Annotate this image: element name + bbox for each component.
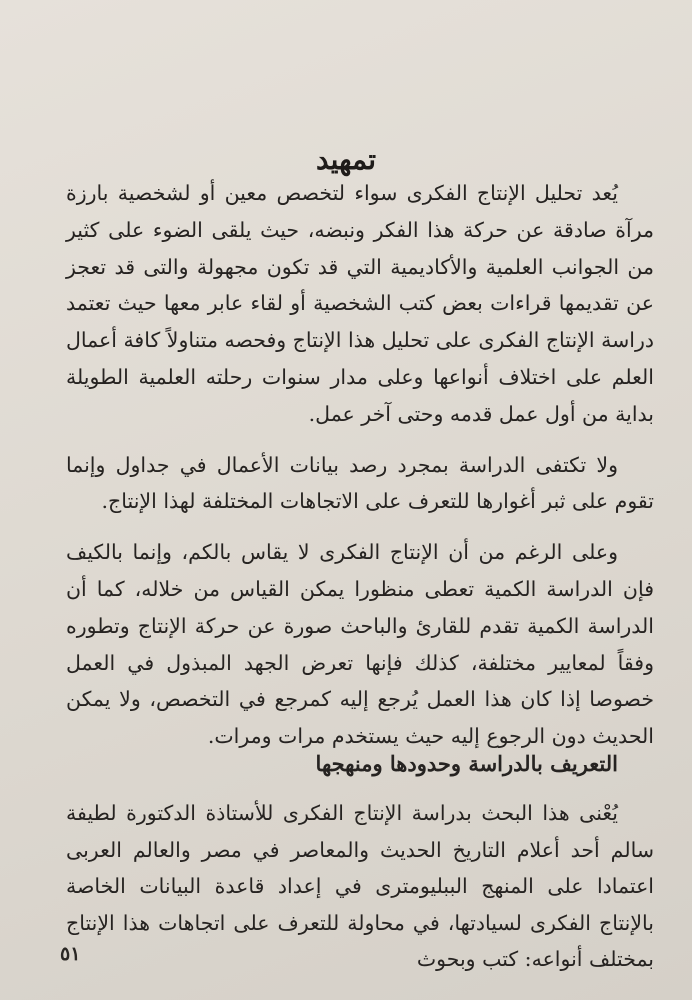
paragraph-1: يُعد تحليل الإنتاج الفكرى سواء لتخصص معين أو لشخصية بارزة مرآة صادقة عن حركة هذا الفكر ونبضه، حيث يلقى الضوء على كثير من الجوانب العلمية والأكاديمية التي قد تكون مجهولة والتى قد تعجز عن تقديمها قراءات بعض كتب الشخصية أو لقاء عابر معها حيث تعتمد دراسة الإنتاج الفكرى على تحليل هذا الإنتاج وفحصه متناولاً كافة أعمال العلم على اختلاف أنواعها وعلى مدار سنوات رحلته العلمية الطويلة بداية من أول عمل قدمه وحتى آخر عمل. xyxy=(66,181,654,426)
intro-text xyxy=(66,175,654,755)
paragraph-3: وعلى الرغم من أن الإنتاج الفكرى لا يقاس بالكم، وإنما بالكيف فإن الدراسة الكمية تعطى منظورا يمكن القياس من خلاله، كما أن الدراسة الكمية تقدم للقارئ والباحث صورة عن حركة الإنتاج وتطوره وفقاً لمعايير مختلفة، كذلك فإنها تعرض الجهد المبذول في العمل خصوصا إذا كان هذا العمل يُرجع إليه كمرجع في التخصص، ولا يمكن الحديث دون الرجوع إليه حيث يستخدم مرات ومرات. xyxy=(66,540,654,749)
section-text xyxy=(66,795,654,978)
section-paragraph: يُعْنى هذا البحث بدراسة الإنتاج الفكرى للأستاذة الدكتورة لطيفة سالم أحد أعلام التاريخ الحديث والمعاصر في مصر والعالم العربى اعتمادا على المنهج الببليومترى في إعداد قاعدة البيانات الخاصة بالإنتاج الفكرى لسيادتها، في محاولة للتعرف على اتجاهات هذا الإنتاج بمختلف أنواعه: كتب وبحوث xyxy=(66,801,654,971)
section-heading: التعريف بالدراسة وحدودها ومنهجها xyxy=(315,751,618,776)
paragraph-2: ولا تكتفى الدراسة بمجرد رصد بيانات الأعمال في جداول وإنما تقوم على ثبر أغوارها للتعرف على الاتجاهات المختلفة لهذا الإنتاج. xyxy=(66,452,654,514)
page-title: تمهيد xyxy=(315,142,377,176)
page-number: ٥١ xyxy=(60,943,81,965)
